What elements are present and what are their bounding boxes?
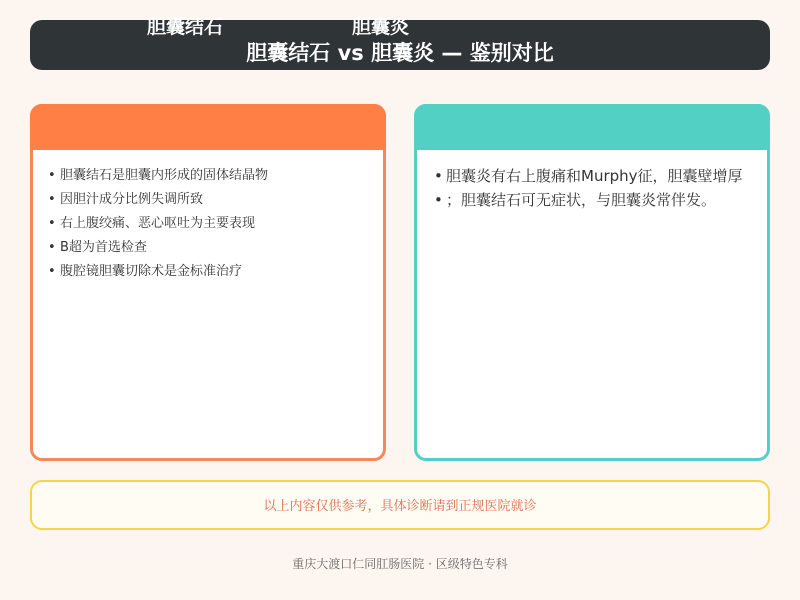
list-item: [48, 188, 268, 212]
list-item-text: 因胆汁成分比例失调所致: [60, 192, 204, 207]
bullet: •: [48, 264, 56, 279]
gallstone-card-title: 胆囊结石: [147, 16, 224, 38]
bullet: •: [48, 216, 56, 231]
cholecystitis-card-title: 胆囊炎: [352, 16, 410, 38]
list-item: [48, 212, 268, 236]
list-item-text: 右上腹绞痛、恶心呕吐为主要表现: [60, 216, 256, 231]
bullet: •: [48, 192, 56, 207]
list-item: [48, 164, 268, 188]
list-item: [434, 164, 743, 188]
list-item: [48, 260, 268, 284]
list-item: [434, 188, 743, 212]
cholecystitis-card-header: [414, 104, 770, 150]
page-title: 胆囊结石 vs 胆囊炎 — 鉴别对比: [246, 41, 554, 65]
gallstone-card-header: [30, 104, 386, 150]
list-item-text: 胆囊炎有右上腹痛和Murphy征，胆囊壁增厚: [446, 167, 743, 185]
bullet: •: [48, 240, 56, 255]
cholecystitis-list: [434, 164, 743, 212]
footer-text: 重庆大渡口仁同肛肠医院 · 区级特色专科: [292, 557, 508, 571]
list-item-text: 腹腔镜胆囊切除术是金标准治疗: [60, 264, 243, 279]
disclaimer-text: 以上内容仅供参考，具体诊断请到正规医院就诊: [263, 499, 537, 514]
list-item-text: 胆囊结石是胆囊内形成的固体结晶物: [60, 168, 269, 183]
bullet: •: [434, 167, 443, 185]
cholecystitis-card: [414, 104, 770, 461]
list-item-text: B超为首选检查: [60, 240, 147, 255]
list-item-text: ；胆囊结石可无症状，与胆囊炎常伴发。: [446, 191, 717, 209]
bullet: •: [48, 168, 56, 183]
gallstone-list: [48, 164, 268, 284]
bullet: •: [434, 191, 443, 209]
list-item: [48, 236, 268, 260]
